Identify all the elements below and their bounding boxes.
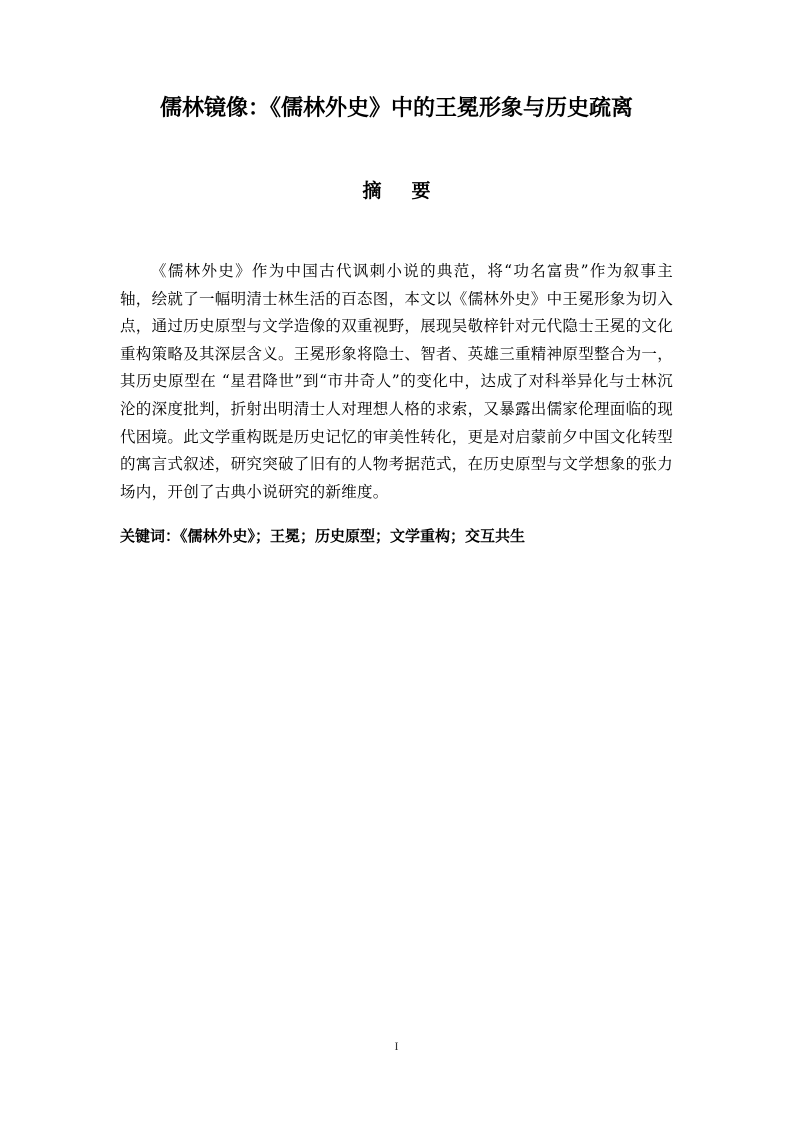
keywords-line: 关键词：《儒林外史》；王冕；历史原型；文学重构；交互共生 [120, 527, 526, 545]
abstract-body: 《儒林外史》作为中国古代讽刺小说的典范，将“功名富贵”作为叙事主轴，绘就了一幅明清士林生活的百态图，本文以《儒林外史》中王冕形象为切入点，通过历史原型与文学造像的双重视野，展现吴敬梓针对元代隐士王冕的文化重构策略及其深层含义。王冕形象将隐士、智者、英雄三重精神原型整合为一，其历史原型在 “星君降世”到“市井奇人”的变化中，达成了对科举异化与士林沉沦的深度批判，折射出明清士人对理想人格的求索，又暴露出儒家伦理面临的现代困境。此文学重构既是历史记忆的审美性转化，更是对启蒙前夕中国文化转型的寓言式叙述，研究突破了旧有的人物考据范式，在历史原型与文学想象的张力场内，开创了古典小说研究的新维度。 [120, 262, 674, 501]
page-number: I [394, 1039, 399, 1053]
paper-title: 儒林镜像：《儒林外史》中的王冕形象与历史疏离 [159, 96, 633, 121]
abstract-heading: 摘要 [362, 180, 461, 202]
